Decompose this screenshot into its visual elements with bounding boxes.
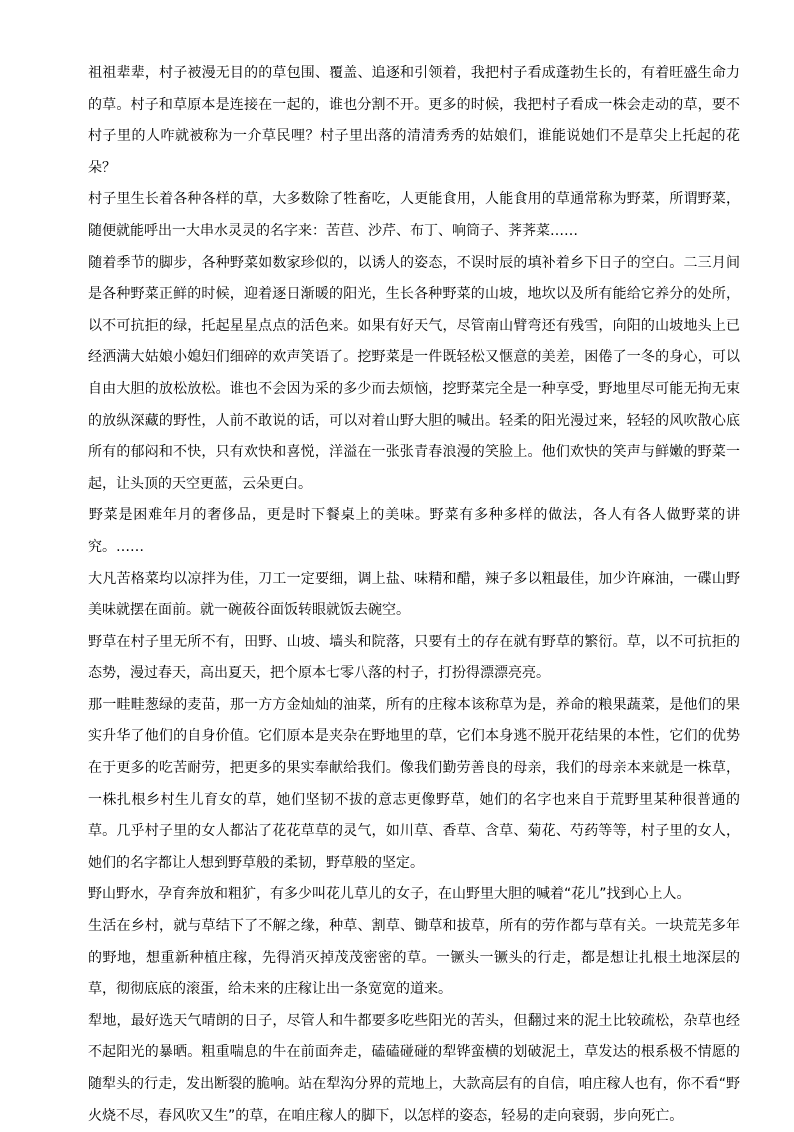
- paragraph: 那一畦畦葱绿的麦苗，那一方方金灿灿的油菜，所有的庄稼本该称草为是，养命的粮果蔬菜，是他们的果实升华了他们的自身价值。它们原本是夹杂在野地里的草，它们本身逃不脱开花结果的本性，它们的优势在于更多的吃苦耐劳，把更多的果实奉献给我们。像我们勤劳善良的母亲，我们的母亲本来就是一株草，一株扎根乡村生儿育女的草，她们坚韧不拔的意志更像野草，她们的名字也来自于荒野里某种很普通的草。几乎村子里的女人都沾了花花草草的灵气，如川草、香草、含草、菊花、芍药等等，村子里的女人，她们的名字都让人想到野草般的柔韧，野草般的坚定。: [88, 696, 740, 871]
- article-body: [88, 58, 740, 1132]
- paragraph: 村子里生长着各种各样的草，大多数除了牲畜吃，人更能食用，人能食用的草通常称为野菜，所谓野菜，随便就能呼出一大串水灵灵的名字来：苦苣、沙芹、布丁、响筒子、荠荠菜……: [88, 191, 740, 239]
- paragraph: 大凡苦格菜均以凉拌为佳，刀工一定要细，调上盐、味精和醋，辣子多以粗最佳，加少许麻油，一碟山野美味就摆在面前。就一碗莜谷面饭转眼就饭去碗空。: [88, 570, 740, 619]
- paragraph: 祖祖辈辈，村子被漫无目的的草包围、覆盖、追逐和引领着，我把村子看成蓬勃生长的，有着旺盛生命力的草。村子和草原本是连接在一起的，谁也分割不开。更多的时候，我把村子看成一株会走动的草，要不村子里的人咋就被称为一介草民哩？村子里出落的清清秀秀的姑娘们，谁能说她们不是草尖上托起的花朵？: [88, 65, 740, 176]
- paragraph: 野菜是困难年月的奢侈品，更是时下餐桌上的美味。野菜有多种多样的做法，各人有各人做野菜的讲究。……: [88, 507, 740, 555]
- paragraph: 野山野水，孕育奔放和粗犷，有多少叫花儿草儿的女子，在山野里大胆的喊着“花儿”找到心上人。: [88, 886, 691, 903]
- paragraph: 生活在乡村，就与草结下了不解之缘，种草、割草、锄草和拔草，所有的劳作都与草有关。一块荒芜多年的野地，想重新种植庄稼，先得消灭掉茂茂密密的草。一镢头一镢头的行走，都是想让扎根土地深层的草，彻彻底底的滚蛋，给未来的庄稼让出一条宽宽的道来。: [88, 918, 740, 998]
- paragraph: 犁地，最好选天气晴朗的日子，尽管人和牛都要多吃些阳光的苦头，但翻过来的泥土比较疏松，杂草也经不起阳光的暴晒。粗重喘息的牛在前面奔走，磕磕碰碰的犁铧蛮横的划破泥土，草发达的根系极不情愿的随犁头的行走，发出断裂的脆响。站在犁沟分界的荒地上，大款高层有的自信，咱庄稼人也有，你不看“野火烧不尽，春风吹又生”的草，在咱庄稼人的脚下，以怎样的姿态，轻易的走向衰弱，步向死亡。: [88, 1012, 740, 1124]
- paragraph: 野草在村子里无所不有，田野、山坡、墙头和院落，只要有土的存在就有野草的繁衍。草，以不可抗拒的态势，漫过春天，高出夏天，把个原本七零八落的村子，打扮得漂漂亮亮。: [88, 633, 740, 682]
- paragraph: 随着季节的脚步，各种野菜如数家珍似的，以诱人的姿态，不误时辰的填补着乡下日子的空白。二三月间是各种野菜正鲜的时候，迎着逐日渐暖的阳光，生长各种野菜的山坡，地坎以及所有能给它养分的处所，以不可抗拒的绿，托起星星点点的活色来。如果有好天气，尽管南山臂弯还有残雪，向阳的山坡地头上已经洒满大姑娘小媳妇们细碎的欢声笑语了。挖野菜是一件既轻松又惬意的美差，困倦了一冬的身心，可以自由大胆的放松放松。谁也不会因为采的多少而去烦恼，挖野菜完全是一种享受，野地里尽可能无拘无束的放纵深藏的野性，人前不敢说的话，可以对着山野大胆的喊出。轻柔的阳光漫过来，轻轻的风吹散心底所有的郁闷和不快，只有欢快和喜悦，洋溢在一张张青春浪漫的笑脸上。他们欢快的笑声与鲜嫩的野菜一起，让头顶的天空更蓝，云朵更白。: [88, 254, 740, 492]
